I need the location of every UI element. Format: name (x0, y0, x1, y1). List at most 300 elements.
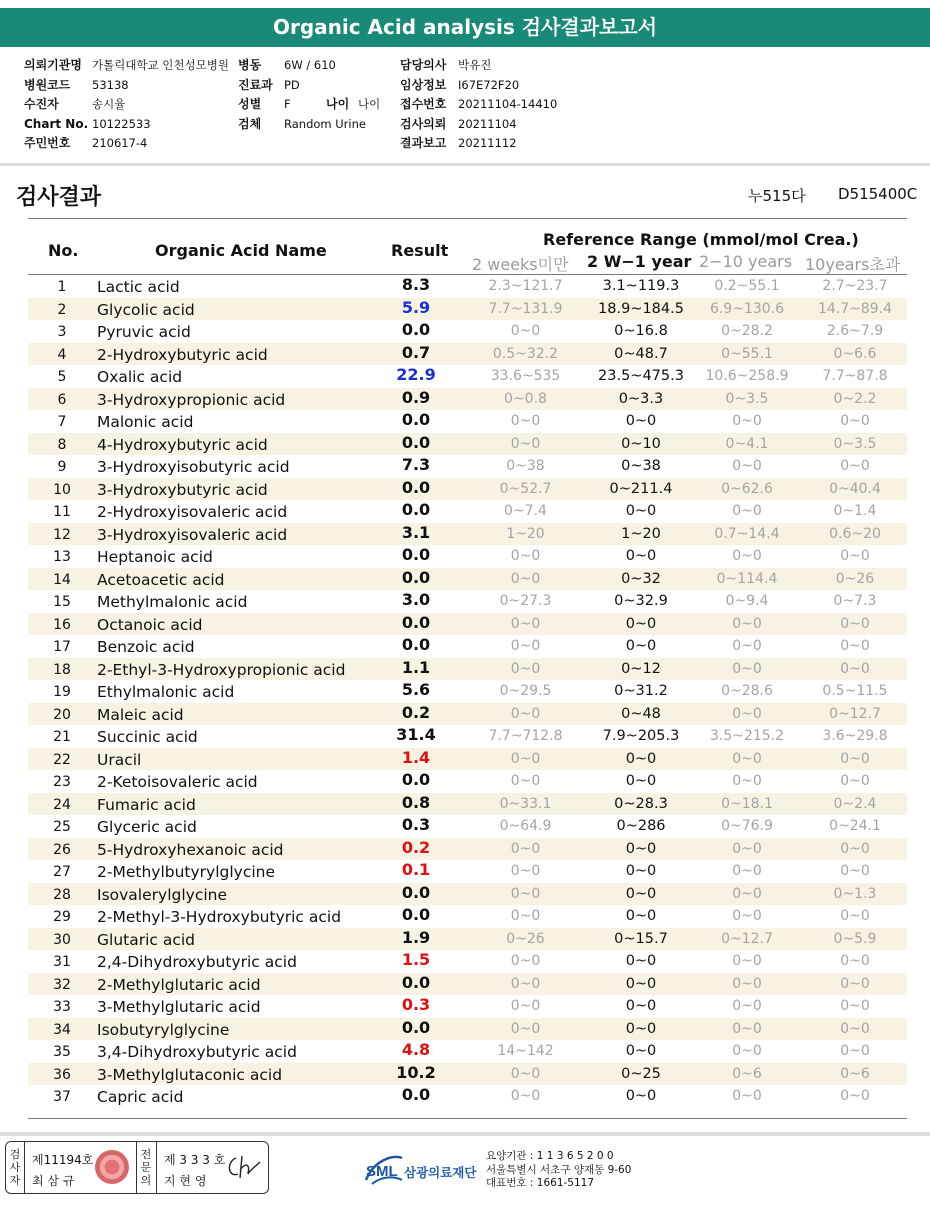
row-number: 4 (57, 346, 67, 363)
table-row (28, 793, 907, 816)
range-over-10y: 2.7~23.7 (822, 278, 888, 294)
result-value: 0.0 (401, 612, 431, 632)
meta-label: Chart No. (24, 116, 89, 131)
acid-name: 3-Hydroxyisobutyric acid (97, 458, 290, 476)
range-under-2-weeks: 0~0 (510, 953, 541, 969)
row-number: 36 (53, 1066, 71, 1083)
subheader-2-10y: 2−10 years (699, 252, 793, 271)
range-over-10y: 0~0 (840, 953, 870, 969)
range-2w-1y: 0~3.3 (618, 390, 664, 407)
acid-name: 3-Hydroxypropionic acid (97, 390, 286, 409)
divider (0, 163, 930, 166)
signature-box (5, 1141, 269, 1194)
meta-label: 임상정보 (400, 77, 447, 92)
range-over-10y: 0~0 (840, 750, 870, 767)
range-2w-1y: 0~0 (625, 953, 657, 969)
meta-value: I67E72F20 (458, 77, 520, 92)
range-2-10y: 0~28.2 (721, 323, 773, 339)
result-value: 0.0 (401, 410, 431, 429)
range-2w-1y: 0~0 (625, 885, 657, 902)
range-2w-1y: 0~38 (621, 458, 661, 474)
table-row (28, 478, 907, 501)
range-2-10y: 0~4.1 (725, 435, 769, 452)
result-value: 31.4 (396, 725, 436, 744)
row-number: 10 (53, 481, 71, 498)
table-row (28, 635, 907, 658)
meta-value: 20211112 (458, 136, 517, 151)
results-table (28, 275, 907, 1108)
acid-name: Ethylmalonic acid (97, 683, 235, 701)
row-number: 37 (53, 1089, 71, 1105)
range-over-10y: 0~0 (840, 660, 870, 677)
range-over-10y: 0~24.1 (829, 818, 881, 834)
row-number: 9 (57, 459, 67, 475)
table-row (28, 545, 907, 568)
row-number: 26 (53, 841, 71, 858)
divider (136, 1142, 137, 1193)
result-value: 0.7 (401, 342, 431, 362)
range-2-10y: 0~62.6 (721, 480, 773, 497)
acid-name: 2-Methyl-3-Hydroxybutyric acid (97, 908, 342, 926)
range-over-10y: 0~2.2 (833, 390, 877, 407)
range-over-10y: 0~0 (840, 413, 870, 429)
acid-name: 2-Hydroxyisovaleric acid (97, 503, 288, 521)
row-number: 32 (53, 976, 71, 993)
acid-name: Methylmalonic acid (97, 593, 248, 611)
range-2-10y: 0~3.5 (725, 390, 769, 407)
table-row (28, 748, 907, 771)
range-under-2-weeks: 0~0 (510, 1065, 541, 1082)
range-over-10y: 0~1.4 (833, 503, 877, 519)
table-row (28, 613, 907, 636)
range-2-10y: 0~9.4 (725, 593, 769, 609)
meta-label: 병동 (238, 58, 262, 73)
range-2w-1y: 0~31.2 (614, 683, 668, 699)
sml-foundation-name: 삼광의료재단 (404, 1165, 477, 1180)
result-value: 10.2 (396, 1062, 436, 1082)
range-under-2-weeks: 0~7.4 (504, 503, 547, 519)
range-2-10y: 6.9~130.6 (709, 300, 785, 317)
meta-label: 주민번호 (24, 136, 71, 151)
meta-value: 송시율 (92, 97, 126, 112)
range-2w-1y: 0~0 (625, 615, 657, 632)
table-row (28, 658, 907, 681)
acid-name: Pyruvic acid (97, 323, 191, 341)
table-row (28, 343, 907, 366)
range-under-2-weeks: 33.6~535 (490, 368, 561, 384)
range-over-10y: 0~1.3 (833, 885, 877, 902)
range-under-2-weeks: 0~0 (510, 1088, 541, 1104)
row-number: 28 (53, 886, 71, 903)
range-2w-1y: 0~0 (625, 638, 657, 654)
range-2w-1y: 0~0 (625, 998, 657, 1014)
range-2-10y: 0~0 (732, 975, 762, 992)
row-number: 11 (53, 504, 71, 520)
range-under-2-weeks: 0~0 (510, 840, 541, 857)
meta-value: 20211104-14410 (458, 97, 558, 112)
row-number: 5 (57, 369, 67, 385)
result-value: 1.5 (401, 950, 431, 969)
acid-name: Succinic acid (97, 728, 198, 746)
specialist-name: 지 현 영 (164, 1174, 207, 1188)
meta-label: 결과보고 (400, 136, 447, 151)
row-number: 12 (53, 526, 71, 543)
acid-name: Isobutyrylglycine (97, 1020, 230, 1039)
range-2-10y: 0~0 (732, 638, 762, 654)
row-number: 17 (53, 639, 71, 655)
meta-value: Random Urine (284, 116, 366, 131)
acid-name: 2-Methylbutyrylglycine (97, 863, 276, 881)
meta-column-ward (238, 56, 380, 134)
range-over-10y: 0~0 (840, 863, 870, 879)
range-2-10y: 0~0 (732, 885, 762, 902)
row-number: 34 (53, 1021, 71, 1038)
acid-name: Maleic acid (97, 705, 184, 724)
table-row (28, 883, 907, 906)
range-2-10y: 3.5~215.2 (709, 728, 785, 744)
sml-logo-mark: SML (366, 1163, 398, 1180)
range-over-10y: 0~0 (840, 1088, 870, 1104)
signer-name: 최 삼 규 (32, 1174, 75, 1188)
range-over-10y: 0.6~20 (829, 525, 881, 542)
acid-name: Uracil (97, 750, 142, 769)
range-under-2-weeks: 7.7~712.8 (488, 728, 563, 744)
range-over-10y: 0~0 (840, 840, 870, 857)
table-row (28, 905, 907, 928)
range-2-10y: 0~0 (732, 705, 762, 722)
range-under-2-weeks: 0~38 (506, 458, 545, 474)
result-value: 5.6 (401, 680, 431, 699)
result-value: 1.9 (401, 927, 431, 947)
range-2w-1y: 0~25 (621, 1065, 661, 1082)
range-2w-1y: 0~0 (625, 773, 657, 789)
header-reference-range: Reference Range (mmol/mol Crea.) (543, 230, 859, 249)
table-row (28, 590, 907, 613)
range-2-10y: 0.7~14.4 (714, 525, 780, 542)
range-2w-1y: 0~0 (625, 548, 657, 564)
range-under-2-weeks: 0~29.5 (499, 683, 552, 699)
meta-label: 담당의사 (400, 58, 447, 73)
acid-name: 3-Methylglutaric acid (97, 998, 261, 1016)
result-value: 3.1 (401, 522, 431, 542)
report-code-left: 누515다 (748, 187, 806, 205)
subheader-2w-1y: 2 W−1 year (587, 252, 692, 271)
range-2-10y: 0~6 (732, 1065, 762, 1082)
range-under-2-weeks: 0~0 (510, 570, 541, 587)
acid-name: Heptanoic acid (97, 548, 213, 566)
result-value: 8.3 (401, 275, 431, 294)
table-row (28, 388, 907, 411)
range-2-10y: 0.2~55.1 (714, 278, 780, 294)
acid-name: Glycolic acid (97, 300, 195, 319)
range-under-2-weeks: 0~27.3 (499, 593, 552, 609)
range-2-10y: 0~0 (732, 1088, 762, 1104)
signer-license: 제11194호 (32, 1153, 94, 1167)
result-value: 0.0 (401, 432, 431, 452)
range-over-10y: 0~0 (840, 908, 870, 924)
report-code-right: D515400C (838, 185, 918, 203)
range-under-2-weeks: 7.7~131.9 (488, 300, 563, 317)
range-2w-1y: 0~211.4 (609, 480, 673, 497)
range-2w-1y: 0~0 (625, 750, 657, 767)
acid-name: Capric acid (97, 1088, 184, 1106)
row-number: 19 (53, 684, 71, 700)
result-value: 3.0 (401, 590, 431, 609)
specialist-license: 제 3 3 3 호 (164, 1153, 226, 1167)
signer-label: 검사자 (9, 1148, 21, 1187)
acid-name: 2,4-Dihydroxybutyric acid (97, 953, 297, 971)
result-value: 7.3 (401, 455, 431, 474)
range-over-10y: 0~0 (840, 1043, 870, 1059)
acid-name: Malonic acid (97, 413, 194, 431)
row-number: 18 (53, 661, 71, 678)
row-number: 35 (53, 1044, 71, 1060)
result-value: 0.0 (401, 770, 431, 789)
row-number: 3 (57, 324, 67, 340)
table-row (28, 950, 907, 973)
row-number: 8 (57, 436, 67, 453)
row-number: 27 (53, 864, 71, 880)
range-2w-1y: 0~0 (625, 1020, 657, 1037)
table-row (28, 838, 907, 861)
range-2w-1y: 0~16.8 (614, 323, 668, 339)
acid-name: 3-Hydroxyisovaleric acid (97, 525, 288, 544)
range-2-10y: 0~0 (732, 998, 762, 1014)
range-over-10y: 3.6~29.8 (822, 728, 888, 744)
range-2-10y: 0~0 (732, 548, 762, 564)
footer-divider (0, 1132, 930, 1136)
range-under-2-weeks: 0~0 (510, 1020, 541, 1037)
range-over-10y: 0~0 (840, 773, 870, 789)
table-row (28, 568, 907, 591)
range-under-2-weeks: 0~0 (510, 705, 541, 722)
header-no: No. (48, 241, 79, 260)
range-2w-1y: 0~28.3 (614, 795, 668, 812)
result-value: 5.9 (401, 297, 431, 317)
range-over-10y: 0~0 (840, 458, 870, 474)
meta-label: 검체 (238, 116, 262, 131)
acid-name: 3,4-Dihydroxybutyric acid (97, 1043, 297, 1061)
range-2-10y: 0~0 (732, 908, 762, 924)
table-bottom-rule (28, 1118, 907, 1119)
range-under-2-weeks: 0~52.7 (499, 480, 552, 497)
range-2w-1y: 0~0 (625, 1043, 657, 1059)
range-2-10y: 0~0 (732, 503, 762, 519)
result-value: 0.9 (401, 387, 431, 407)
range-under-2-weeks: 0~0 (510, 435, 541, 452)
result-value: 0.0 (401, 477, 431, 497)
acid-name: Benzoic acid (97, 638, 195, 656)
range-2-10y: 0~0 (732, 840, 762, 857)
acid-name: 5-Hydroxyhexanoic acid (97, 840, 284, 859)
result-value: 0.0 (401, 1085, 431, 1104)
result-value: 0.2 (401, 702, 431, 722)
acid-name: 2-Ketoisovaleric acid (97, 773, 258, 791)
acid-name: Isovalerylglycine (97, 885, 228, 904)
range-over-10y: 0~2.4 (833, 795, 877, 812)
result-value: 0.3 (401, 815, 431, 834)
meta-value: 53138 (92, 77, 129, 92)
result-value: 4.8 (401, 1040, 431, 1059)
range-2w-1y: 7.9~205.3 (602, 728, 680, 744)
range-2-10y: 0~12.7 (721, 930, 773, 947)
range-under-2-weeks: 2.3~121.7 (488, 278, 563, 294)
result-value: 0.0 (401, 905, 431, 924)
report-banner: Organic Acid analysis 검사결과보고서 (0, 8, 930, 47)
row-number: 29 (53, 909, 71, 925)
meta-label: 검사의뢰 (400, 116, 447, 131)
result-value: 22.9 (396, 365, 436, 384)
meta-label: 나이 (326, 97, 350, 112)
range-2w-1y: 0~48.7 (614, 345, 668, 362)
range-2w-1y: 0~0 (625, 975, 657, 992)
range-over-10y: 0.5~11.5 (822, 683, 888, 699)
table-row (28, 1063, 907, 1086)
range-2w-1y: 0~48 (621, 705, 661, 722)
table-top-rule (28, 218, 907, 219)
meta-column-order (400, 56, 557, 154)
range-under-2-weeks: 0~0 (510, 548, 541, 564)
row-number: 30 (53, 931, 71, 948)
result-value: 0.0 (401, 545, 431, 564)
table-row (28, 1085, 907, 1108)
range-2-10y: 0~28.6 (721, 683, 773, 699)
table-row (28, 433, 907, 456)
result-value: 0.0 (401, 320, 431, 339)
range-under-2-weeks: 0.5~32.2 (492, 345, 559, 362)
range-under-2-weeks: 0~0 (510, 323, 541, 339)
row-number: 7 (57, 414, 67, 430)
row-number: 25 (53, 819, 71, 835)
acid-name: 3-Methylglutaconic acid (97, 1065, 283, 1084)
range-2-10y: 0~0 (732, 458, 762, 474)
range-2-10y: 0~0 (732, 660, 762, 677)
range-2w-1y: 0~32.9 (614, 593, 668, 609)
range-under-2-weeks: 0~33.1 (499, 795, 552, 812)
acid-name: Glyceric acid (97, 818, 197, 836)
table-row (28, 1040, 907, 1063)
range-under-2-weeks: 0~0 (510, 908, 541, 924)
row-number: 21 (53, 729, 71, 745)
info-line: 요양기관 : 1 1 3 6 5 2 0 0 (486, 1150, 614, 1162)
meta-value: 10122533 (92, 116, 151, 131)
range-under-2-weeks: 0~26 (506, 930, 545, 947)
range-2w-1y: 0~32 (621, 570, 661, 587)
range-under-2-weeks: 0~0 (510, 885, 541, 902)
range-2w-1y: 0~0 (625, 863, 657, 879)
range-2w-1y: 0~0 (625, 1088, 657, 1104)
meta-label: 수진자 (24, 97, 59, 112)
seal-stamp-icon (95, 1150, 129, 1184)
range-2w-1y: 0~0 (625, 908, 657, 924)
range-over-10y: 0~7.3 (833, 593, 877, 609)
table-row (28, 523, 907, 546)
acid-name: Oxalic acid (97, 368, 183, 386)
row-number: 1 (57, 279, 67, 295)
result-value: 0.0 (401, 972, 431, 992)
specialist-label: 전문의 (140, 1148, 152, 1187)
result-value: 0.1 (401, 860, 431, 879)
table-row (28, 770, 907, 793)
table-row (28, 275, 907, 298)
table-row (28, 860, 907, 883)
result-value: 0.0 (401, 500, 431, 519)
result-value: 1.1 (401, 657, 431, 677)
range-2-10y: 0~0 (732, 750, 762, 767)
range-over-10y: 2.6~7.9 (826, 323, 884, 339)
range-under-2-weeks: 0~0 (510, 863, 541, 879)
range-2-10y: 0~0 (732, 863, 762, 879)
range-2-10y: 0~0 (732, 1043, 762, 1059)
table-row (28, 298, 907, 321)
row-number: 20 (53, 706, 71, 723)
table-row (28, 703, 907, 726)
divider (24, 1142, 25, 1193)
row-number: 14 (53, 571, 71, 588)
range-under-2-weeks: 0~0 (510, 413, 541, 429)
range-over-10y: 0~3.5 (833, 435, 877, 452)
acid-name: Fumaric acid (97, 795, 196, 814)
row-number: 33 (53, 999, 71, 1015)
header-result: Result (391, 241, 449, 260)
range-2-10y: 10.6~258.9 (705, 368, 789, 384)
acid-name: Lactic acid (97, 278, 180, 296)
range-over-10y: 0~0 (840, 975, 870, 992)
info-line: 서울특별시 서초구 양재동 9-60 (486, 1163, 632, 1176)
section-title: 검사결과 (16, 185, 102, 210)
range-over-10y: 7.7~87.8 (822, 368, 888, 384)
table-row (28, 455, 907, 478)
meta-label: 성별 (238, 97, 262, 112)
range-2w-1y: 1~20 (621, 525, 661, 542)
row-number: 13 (53, 549, 71, 565)
meta-label: 접수번호 (400, 97, 447, 112)
divider (156, 1142, 157, 1193)
meta-value: 가톨릭대학교 인천성모병원 (92, 58, 229, 73)
row-number: 24 (53, 796, 71, 813)
result-value: 0.8 (401, 792, 431, 812)
range-2w-1y: 18.9~184.5 (598, 300, 684, 317)
range-under-2-weeks: 0~0.8 (504, 390, 547, 407)
range-2-10y: 0~0 (732, 773, 762, 789)
meta-value: 6W / 610 (284, 58, 336, 73)
range-over-10y: 0~0 (840, 1020, 870, 1037)
row-number: 16 (53, 616, 71, 633)
result-value: 1.4 (401, 747, 431, 767)
acid-name: Acetoacetic acid (97, 570, 225, 589)
range-2w-1y: 0~15.7 (614, 930, 668, 947)
signature-icon (224, 1152, 264, 1182)
acid-name: 4-Hydroxybutyric acid (97, 435, 268, 454)
range-2-10y: 0~76.9 (721, 818, 773, 834)
meta-label: 병원코드 (24, 77, 71, 92)
range-over-10y: 0~5.9 (833, 930, 877, 947)
range-under-2-weeks: 0~0 (510, 750, 541, 767)
result-value: 0.0 (401, 635, 431, 654)
range-2w-1y: 0~0 (625, 503, 657, 519)
range-2-10y: 0~0 (732, 1020, 762, 1037)
range-under-2-weeks: 0~64.9 (499, 818, 552, 834)
table-row (28, 973, 907, 996)
range-2w-1y: 3.1~119.3 (602, 278, 680, 294)
table-row (28, 725, 907, 748)
result-value: 0.0 (401, 1017, 431, 1037)
institution-info (486, 1150, 631, 1191)
range-2w-1y: 0~12 (621, 660, 661, 677)
range-2w-1y: 0~0 (625, 840, 657, 857)
acid-name: 3-Hydroxybutyric acid (97, 480, 268, 499)
result-value: 0.0 (401, 567, 431, 587)
